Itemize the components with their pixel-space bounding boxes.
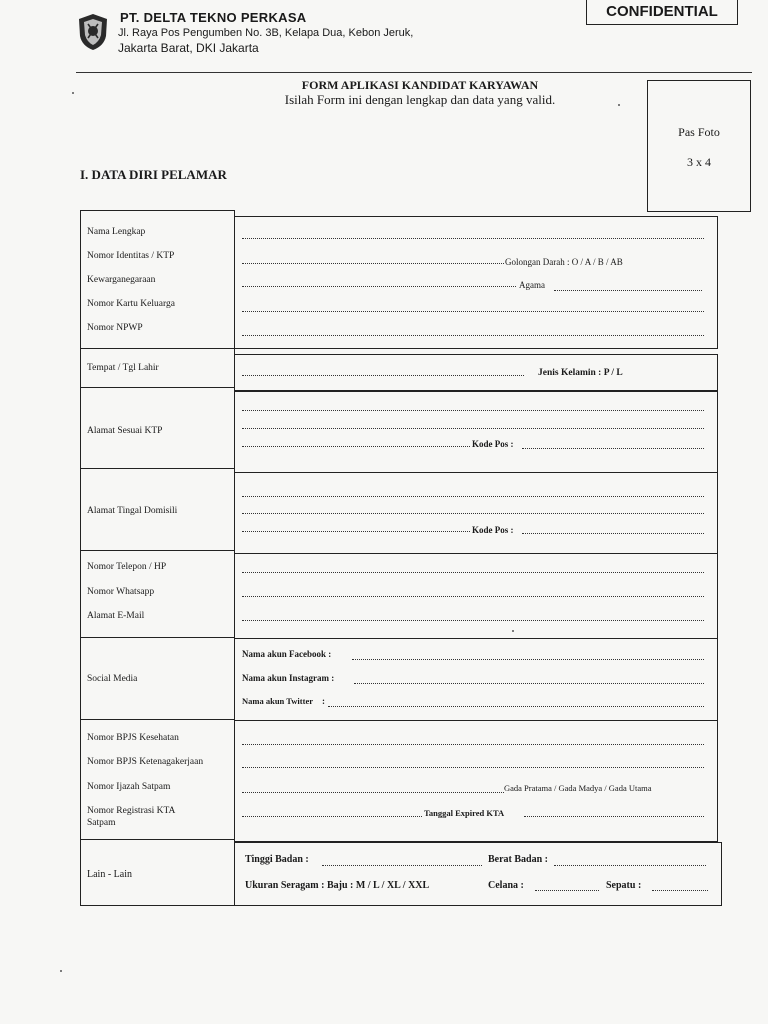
confidential-stamp: CONFIDENTIAL <box>586 0 738 25</box>
form-title: FORM APLIKASI KANDIDAT KARYAWAN <box>301 78 539 92</box>
scan-speck <box>72 92 74 94</box>
field-ijazah[interactable] <box>242 792 504 793</box>
label-lain: Lain - Lain <box>87 869 132 880</box>
row-lain-fields[interactable] <box>234 842 722 906</box>
row-bpjs-fields[interactable] <box>234 720 718 842</box>
label-sepatu: Sepatu : <box>606 880 642 891</box>
shield-emblem-icon <box>76 12 110 52</box>
label-social: Social Media <box>87 674 138 684</box>
field-alamat-domisili-1[interactable] <box>242 496 704 497</box>
field-telp[interactable] <box>242 572 704 573</box>
label-bpjs-kes: Nomor BPJS Kesehatan <box>87 733 179 743</box>
label-twitter-colon: : <box>322 696 325 706</box>
field-warga[interactable] <box>242 286 516 287</box>
label-wa: Nomor Whatsapp <box>87 587 155 597</box>
field-alamat-domisili-2[interactable] <box>242 513 704 514</box>
label-alamat-domisili: Alamat Tingal Domisili <box>87 506 178 516</box>
scan-speck <box>512 630 514 632</box>
field-instagram[interactable] <box>354 683 704 684</box>
photo-box <box>647 80 751 212</box>
label-berat: Berat Badan : <box>488 854 548 865</box>
scan-speck <box>60 970 62 972</box>
company-name: PT. DELTA TEKNO PERKASA <box>120 10 307 25</box>
field-alamat-domisili-3[interactable] <box>242 531 470 532</box>
field-email[interactable] <box>242 620 704 621</box>
row-alamat-ktp-fields[interactable] <box>234 390 718 473</box>
label-kta-2: Satpam <box>87 818 116 828</box>
field-tgl-kta[interactable] <box>524 816 704 817</box>
field-kta[interactable] <box>242 816 422 817</box>
label-jenis-kelamin: Jenis Kelamin : P / L <box>538 368 623 378</box>
label-agama: Agama <box>519 280 545 290</box>
label-golongan-darah: Golongan Darah : O / A / B / AB <box>505 257 623 267</box>
label-ttl: Tempat / Tgl Lahir <box>87 363 159 373</box>
field-sepatu[interactable] <box>652 890 708 891</box>
section-title: I. DATA DIRI PELAMAR <box>80 167 227 182</box>
label-tinggi: Tinggi Badan : <box>245 854 309 865</box>
company-address-line1: Jl. Raya Pos Pengumben No. 3B, Kelapa Dua, Kebon Jeruk, <box>118 27 414 39</box>
label-bpjs-tk: Nomor BPJS Ketenagakerjaan <box>87 757 204 767</box>
company-address-line2: Jakarta Barat, DKI Jakarta <box>118 41 259 55</box>
label-tgl-kta: Tanggal Expired KTA <box>424 808 505 818</box>
field-alamat-ktp-3[interactable] <box>242 446 470 447</box>
row-identity-fields[interactable] <box>234 216 718 349</box>
photo-size: 3 x 4 <box>687 155 711 169</box>
field-wa[interactable] <box>242 596 704 597</box>
label-kk: Nomor Kartu Keluarga <box>87 299 175 309</box>
field-kk[interactable] <box>242 311 704 312</box>
field-kode-pos-ktp[interactable] <box>522 448 704 449</box>
label-alamat-ktp: Alamat Sesuai KTP <box>87 426 163 436</box>
field-alamat-ktp-1[interactable] <box>242 410 704 411</box>
scan-speck <box>618 104 620 106</box>
label-celana: Celana : <box>488 880 524 891</box>
field-twitter[interactable] <box>328 706 704 707</box>
label-warga: Kewarganegaraan <box>87 275 156 285</box>
label-kode-pos-domisili: Kode Pos : <box>472 525 514 535</box>
label-email: Alamat E-Mail <box>87 611 145 621</box>
field-tinggi[interactable] <box>322 865 482 866</box>
field-facebook[interactable] <box>352 659 704 660</box>
field-agama[interactable] <box>554 290 702 291</box>
label-telp: Nomor Telepon / HP <box>87 562 167 572</box>
form-subtitle: Isilah Form ini dengan lengkap dan data yang valid. <box>284 92 556 107</box>
label-npwp: Nomor NPWP <box>87 323 143 333</box>
label-ijazah: Nomor Ijazah Satpam <box>87 782 171 792</box>
photo-label: Pas Foto <box>678 125 720 139</box>
field-kode-pos-domisili[interactable] <box>522 533 704 534</box>
header-divider <box>76 72 752 73</box>
label-seragam: Ukuran Seragam : Baju : M / L / XL / XXL <box>245 880 430 891</box>
label-kta-1: Nomor Registrasi KTA <box>87 806 176 816</box>
field-celana[interactable] <box>535 890 599 891</box>
field-alamat-ktp-2[interactable] <box>242 428 704 429</box>
field-ttl[interactable] <box>242 375 524 376</box>
label-ktp: Nomor Identitas / KTP <box>87 251 175 261</box>
label-facebook: Nama akun Facebook : <box>242 649 332 659</box>
field-bpjs-tk[interactable] <box>242 767 704 768</box>
label-instagram: Nama akun Instagram : <box>242 673 335 683</box>
label-twitter: Nama akun Twitter <box>242 696 313 706</box>
applicant-data-table <box>80 210 722 906</box>
field-berat[interactable] <box>554 865 706 866</box>
field-nama[interactable] <box>242 238 704 239</box>
field-ktp[interactable] <box>242 263 504 264</box>
label-kode-pos-ktp: Kode Pos : <box>472 439 514 449</box>
field-bpjs-kes[interactable] <box>242 744 704 745</box>
row-ttl-fields[interactable] <box>234 354 718 392</box>
label-nama: Nama Lengkap <box>87 227 146 237</box>
field-npwp[interactable] <box>242 335 704 336</box>
label-gada: Gada Pratama / Gada Madya / Gada Utama <box>504 783 652 793</box>
